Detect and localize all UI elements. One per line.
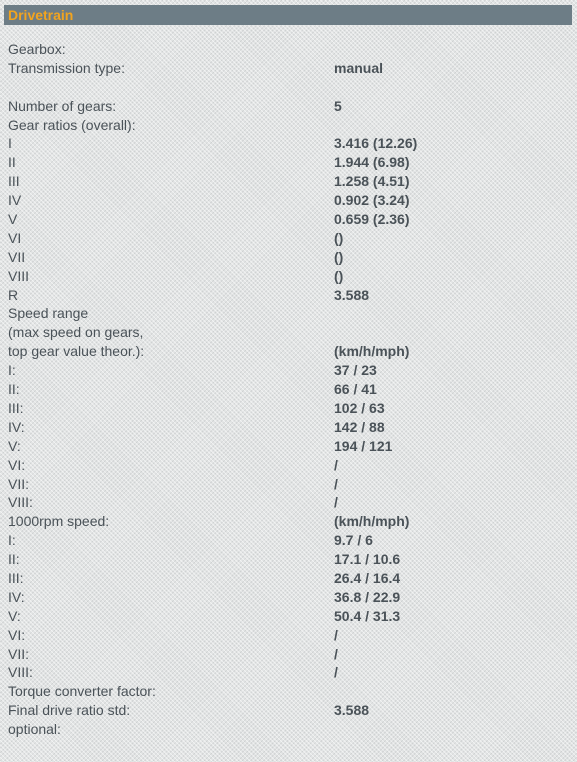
spec-row [8, 626, 568, 645]
spec-label: top gear value theor.): [8, 343, 145, 360]
spec-label: IV: [8, 588, 25, 605]
spec-row [8, 97, 568, 116]
spec-label: IV [8, 192, 22, 209]
spec-row [8, 286, 568, 305]
spec-label: VIII: [8, 494, 33, 511]
spec-value: 0.902 (3.24) [334, 192, 410, 209]
spec-label: VI: [8, 456, 26, 473]
spec-value: 50.4 / 31.3 [334, 607, 401, 624]
spec-value: 3.588 [334, 702, 370, 719]
spec-row [8, 607, 568, 626]
spec-label: II: [8, 381, 20, 398]
spec-row [8, 210, 568, 229]
spec-value: 102 / 63 [334, 399, 385, 416]
spec-label: VIII: [8, 664, 33, 681]
spec-row [8, 323, 568, 342]
spec-value: 36.8 / 22.9 [334, 588, 401, 605]
spec-value: 1.258 (4.51) [334, 173, 410, 190]
spec-value: () [334, 267, 344, 284]
spec-label: II [8, 154, 16, 171]
spec-label: III [8, 173, 20, 190]
spec-value: 9.7 / 6 [334, 532, 373, 549]
spec-row [8, 172, 568, 191]
spec-label: V: [8, 607, 21, 624]
spec-label: III: [8, 569, 24, 586]
spec-value: 66 / 41 [334, 381, 377, 398]
spec-label: V: [8, 437, 21, 454]
spec-label: Final drive ratio std: [8, 702, 131, 719]
spec-value: / [334, 626, 338, 643]
spec-row [8, 475, 568, 494]
spec-label: VII: [8, 645, 30, 662]
spec-label: (max speed on gears, [8, 324, 144, 341]
spec-value: 37 / 23 [334, 362, 377, 379]
spec-row [8, 418, 568, 437]
spec-row [8, 304, 568, 323]
spec-row [8, 701, 568, 720]
spec-value: / [334, 645, 338, 662]
spec-row [8, 267, 568, 286]
spec-row [8, 645, 568, 664]
spec-row [8, 663, 568, 682]
spec-row [8, 380, 568, 399]
spec-value: (km/h/mph) [334, 343, 410, 360]
spec-value: () [334, 229, 344, 246]
spec-row [8, 116, 568, 135]
spec-value: 5 [334, 97, 342, 114]
spec-label: Gear ratios (overall): [8, 116, 136, 133]
spec-value: () [334, 248, 344, 265]
spec-label: II: [8, 551, 20, 568]
spec-value: 26.4 / 16.4 [334, 569, 401, 586]
spec-value: / [334, 475, 338, 492]
spec-label: VIII [8, 267, 30, 284]
spec-row [8, 153, 568, 172]
spec-row [8, 342, 568, 361]
spec-label: 1000rpm speed: [8, 513, 110, 530]
spec-value: 1.944 (6.98) [334, 154, 410, 171]
spec-value: / [334, 494, 338, 511]
spec-row [8, 682, 568, 701]
spec-value: 194 / 121 [334, 437, 393, 454]
spec-row [8, 399, 568, 418]
spec-label: VII: [8, 475, 30, 492]
spec-value: 3.416 (12.26) [334, 135, 418, 152]
spec-label: VI: [8, 626, 26, 643]
spec-label: V [8, 211, 18, 228]
spec-label: III: [8, 399, 24, 416]
spec-label: Transmission type: [8, 59, 125, 76]
spec-label: Number of gears: [8, 97, 117, 114]
spec-label: I [8, 135, 12, 152]
spec-row [8, 134, 568, 153]
spec-row [8, 361, 568, 380]
spec-label: IV: [8, 418, 25, 435]
spec-row [8, 59, 568, 97]
spec-label: Speed range [8, 305, 89, 322]
spec-value: manual [334, 59, 384, 76]
spec-row [8, 512, 568, 531]
spec-label: I: [8, 362, 16, 379]
spec-row [8, 569, 568, 588]
spec-label: optional: [8, 721, 61, 738]
spec-label: Gearbox: [8, 41, 66, 57]
spec-list [8, 40, 568, 739]
spec-value: / [334, 456, 338, 473]
spec-row [8, 550, 568, 569]
spec-label: Torque converter factor: [8, 683, 156, 700]
spec-row [8, 456, 568, 475]
spec-row [8, 191, 568, 210]
spec-label: VII [8, 248, 26, 265]
spec-row [8, 588, 568, 607]
spec-label: R [8, 286, 19, 303]
section-title: Drivetrain [8, 7, 74, 23]
spec-value: (km/h/mph) [334, 513, 410, 530]
spec-label: I: [8, 532, 16, 549]
spec-value: 142 / 88 [334, 418, 385, 435]
spec-row [8, 531, 568, 550]
spec-row [8, 720, 568, 739]
section-header [4, 5, 572, 25]
spec-row [8, 248, 568, 267]
spec-row [8, 229, 568, 248]
spec-label: VI [8, 229, 22, 246]
spec-row [8, 40, 568, 59]
spec-row [8, 493, 568, 512]
spec-value: 0.659 (2.36) [334, 211, 410, 228]
spec-value: 17.1 / 10.6 [334, 551, 401, 568]
spec-row [8, 437, 568, 456]
spec-value: / [334, 664, 338, 681]
spec-value: 3.588 [334, 286, 370, 303]
